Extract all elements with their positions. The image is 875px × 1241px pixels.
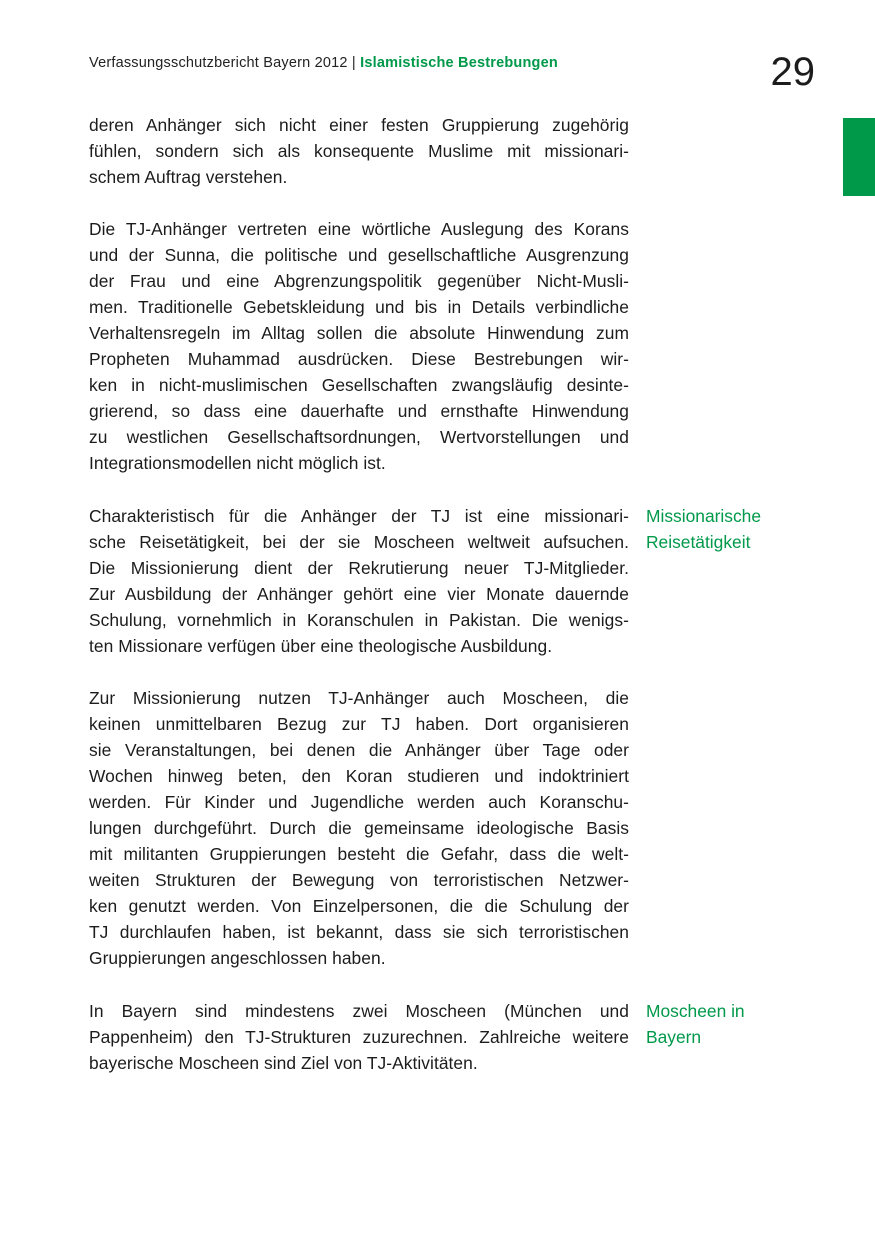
text-line: TJ durchlaufen haben, ist bekannt, dass sie sich terroristischen [89,922,629,942]
text-line: ken in nicht-muslimischen Gesellschaften zwangsläufig desinte- [89,375,629,395]
margin-note-line: Reisetätigkeit [646,532,751,552]
running-header [89,55,558,71]
text-line: grierend, so dass eine dauerhafte und ernsthafte Hinwendung [89,401,629,421]
report-title: Verfassungsschutzbericht Bayern 2012 [89,55,348,71]
text-line: zu westlichen Gesellschaftsordnungen, Wertvorstellungen und [89,427,629,447]
margin-note-line: Missionarische [646,506,762,526]
text-line: Gruppierungen angeschlossen haben. [89,948,386,968]
text-line: Zur Missionierung nutzen TJ-Anhänger auch Moscheen, die [89,688,629,708]
section-title: Islamistische Bestrebungen [360,55,558,71]
body-paragraph-5 [89,998,629,1076]
margin-note-mosques-bavaria [646,998,846,1050]
text-line: mit militanten Gruppierungen besteht die Gefahr, dass die welt- [89,844,629,864]
text-line: der Frau und eine Abgrenzungspolitik gegenüber Nicht-Musli- [89,271,629,291]
chapter-tab-marker [843,118,875,196]
header-separator: | [351,55,356,71]
text-line: sche Reisetätigkeit, bei der sie Moscheen weltweit aufsuchen. [89,532,629,552]
text-line: bayerische Moscheen sind Ziel von TJ-Aktivitäten. [89,1053,478,1073]
text-line: In Bayern sind mindestens zwei Moscheen (München und [89,1001,629,1021]
margin-note-line: Moscheen in [646,1001,745,1021]
text-line: Die TJ-Anhänger vertreten eine wörtliche Auslegung des Korans [89,219,629,239]
body-paragraph-2 [89,216,629,476]
text-line: ten Missionare verfügen über eine theologische Ausbildung. [89,636,553,656]
text-line: keinen unmittelbaren Bezug zur TJ haben. Dort organisieren [89,714,629,734]
text-line: Die Missionierung dient der Rekrutierung neuer TJ-Mitglieder. [89,558,629,578]
text-line: Charakteristisch für die Anhänger der TJ ist eine missionari- [89,506,629,526]
text-line: Zur Ausbildung der Anhänger gehört eine vier Monate dauernde [89,584,629,604]
text-line: Schulung, vornehmlich in Koranschulen in Pakistan. Die wenigs- [89,610,629,630]
text-line: Propheten Muhammad ausdrücken. Diese Bestrebungen wir- [89,349,629,369]
text-line: Integrationsmodellen nicht möglich ist. [89,453,386,473]
text-line: werden. Für Kinder und Jugendliche werden auch Koranschu- [89,792,629,812]
text-line: sie Veranstaltungen, bei denen die Anhänger über Tage oder [89,740,629,760]
text-line: lungen durchgeführt. Durch die gemeinsame ideologische Basis [89,818,629,838]
text-line: ken genutzt werden. Von Einzelpersonen, die die Schulung der [89,896,629,916]
text-line: fühlen, sondern sich als konsequente Muslime mit missionari- [89,141,629,161]
text-line: deren Anhänger sich nicht einer festen Gruppierung zugehörig [89,115,629,135]
body-paragraph-1 [89,112,629,190]
text-line: schem Auftrag verstehen. [89,167,288,187]
text-line: Pappenheim) den TJ-Strukturen zuzurechnen. Zahlreiche weitere [89,1027,629,1047]
margin-note-missionary-travel [646,503,846,555]
page-number: 29 [770,50,815,94]
margin-note-line: Bayern [646,1027,702,1047]
body-paragraph-3 [89,503,629,659]
text-line: Verhaltensregeln im Alltag sollen die absolute Hinwendung zum [89,323,629,343]
body-paragraph-4 [89,685,629,971]
text-line: und der Sunna, die politische und gesellschaftliche Ausgrenzung [89,245,629,265]
text-line: weiten Strukturen der Bewegung von terroristischen Netzwer- [89,870,629,890]
text-line: Wochen hinweg beten, den Koran studieren und indoktriniert [89,766,629,786]
text-line: men. Traditionelle Gebetskleidung und bis in Details verbindliche [89,297,629,317]
